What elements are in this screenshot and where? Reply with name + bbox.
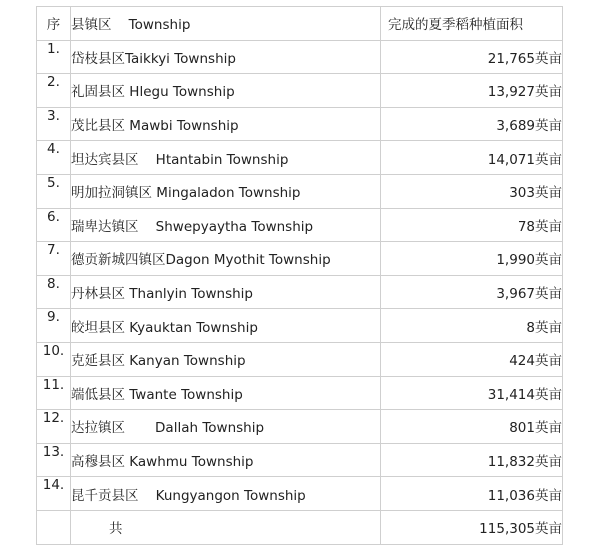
row-index: 1.	[37, 40, 71, 74]
table-body	[37, 7, 563, 545]
township-name: 礼固县区 Hlegu Township	[71, 74, 381, 108]
township-name: 昆千贡县区 Kungyangon Township	[71, 477, 381, 511]
table-row	[37, 242, 563, 276]
table-row	[37, 309, 563, 343]
table-row	[37, 275, 563, 309]
planted-area: 801英亩	[381, 410, 563, 444]
table-row	[37, 40, 563, 74]
row-index: 3.	[37, 107, 71, 141]
row-index: 14.	[37, 477, 71, 511]
header-township: 县镇区 Township	[71, 7, 381, 41]
row-index: 12.	[37, 410, 71, 444]
planted-area: 11,832英亩	[381, 443, 563, 477]
planted-area: 21,765英亩	[381, 40, 563, 74]
total-row	[37, 510, 563, 544]
planted-area: 31,414英亩	[381, 376, 563, 410]
header-index: 序	[37, 7, 71, 41]
table-row	[37, 174, 563, 208]
table-row	[37, 410, 563, 444]
township-name: 克延县区 Kanyan Township	[71, 342, 381, 376]
planted-area: 14,071英亩	[381, 141, 563, 175]
planted-area: 11,036英亩	[381, 477, 563, 511]
planted-area: 3,689英亩	[381, 107, 563, 141]
township-name: 明加拉洞镇区 Mingaladon Township	[71, 174, 381, 208]
header-area: 完成的夏季稻种植面积	[381, 7, 563, 41]
row-index: 7.	[37, 242, 71, 276]
table-row	[37, 477, 563, 511]
row-index: 11.	[37, 376, 71, 410]
planted-area: 424英亩	[381, 342, 563, 376]
row-index: 5.	[37, 174, 71, 208]
table-row	[37, 342, 563, 376]
township-name: 达拉镇区 Dallah Township	[71, 410, 381, 444]
row-index: 10.	[37, 342, 71, 376]
table-row	[37, 376, 563, 410]
table-row	[37, 141, 563, 175]
row-index: 9.	[37, 309, 71, 343]
township-name: 丹林县区 Thanlyin Township	[71, 275, 381, 309]
row-index: 13.	[37, 443, 71, 477]
rice-area-table	[36, 6, 563, 545]
township-name: 瑞卑达镇区 Shwepyaytha Township	[71, 208, 381, 242]
township-name: 岱枝县区Taikkyi Township	[71, 40, 381, 74]
row-index: 2.	[37, 74, 71, 108]
table-row	[37, 107, 563, 141]
table-header-row	[37, 7, 563, 41]
row-index: 6.	[37, 208, 71, 242]
township-name: 高穆县区 Kawhmu Township	[71, 443, 381, 477]
table-row	[37, 74, 563, 108]
township-name: 端低县区 Twante Township	[71, 376, 381, 410]
township-name: 共	[71, 510, 381, 544]
planted-area: 78英亩	[381, 208, 563, 242]
planted-area: 13,927英亩	[381, 74, 563, 108]
township-name: 坦达宾县区 Htantabin Township	[71, 141, 381, 175]
row-index: 4.	[37, 141, 71, 175]
planted-area: 115,305英亩	[381, 510, 563, 544]
planted-area: 1,990英亩	[381, 242, 563, 276]
township-name: 茂比县区 Mawbi Township	[71, 107, 381, 141]
table-row	[37, 443, 563, 477]
row-index: 8.	[37, 275, 71, 309]
table-row	[37, 208, 563, 242]
planted-area: 3,967英亩	[381, 275, 563, 309]
township-name: 皎坦县区 Kyauktan Township	[71, 309, 381, 343]
township-name: 德贡新城四镇区Dagon Myothit Township	[71, 242, 381, 276]
planted-area: 8英亩	[381, 309, 563, 343]
planted-area: 303英亩	[381, 174, 563, 208]
row-index	[37, 510, 71, 544]
